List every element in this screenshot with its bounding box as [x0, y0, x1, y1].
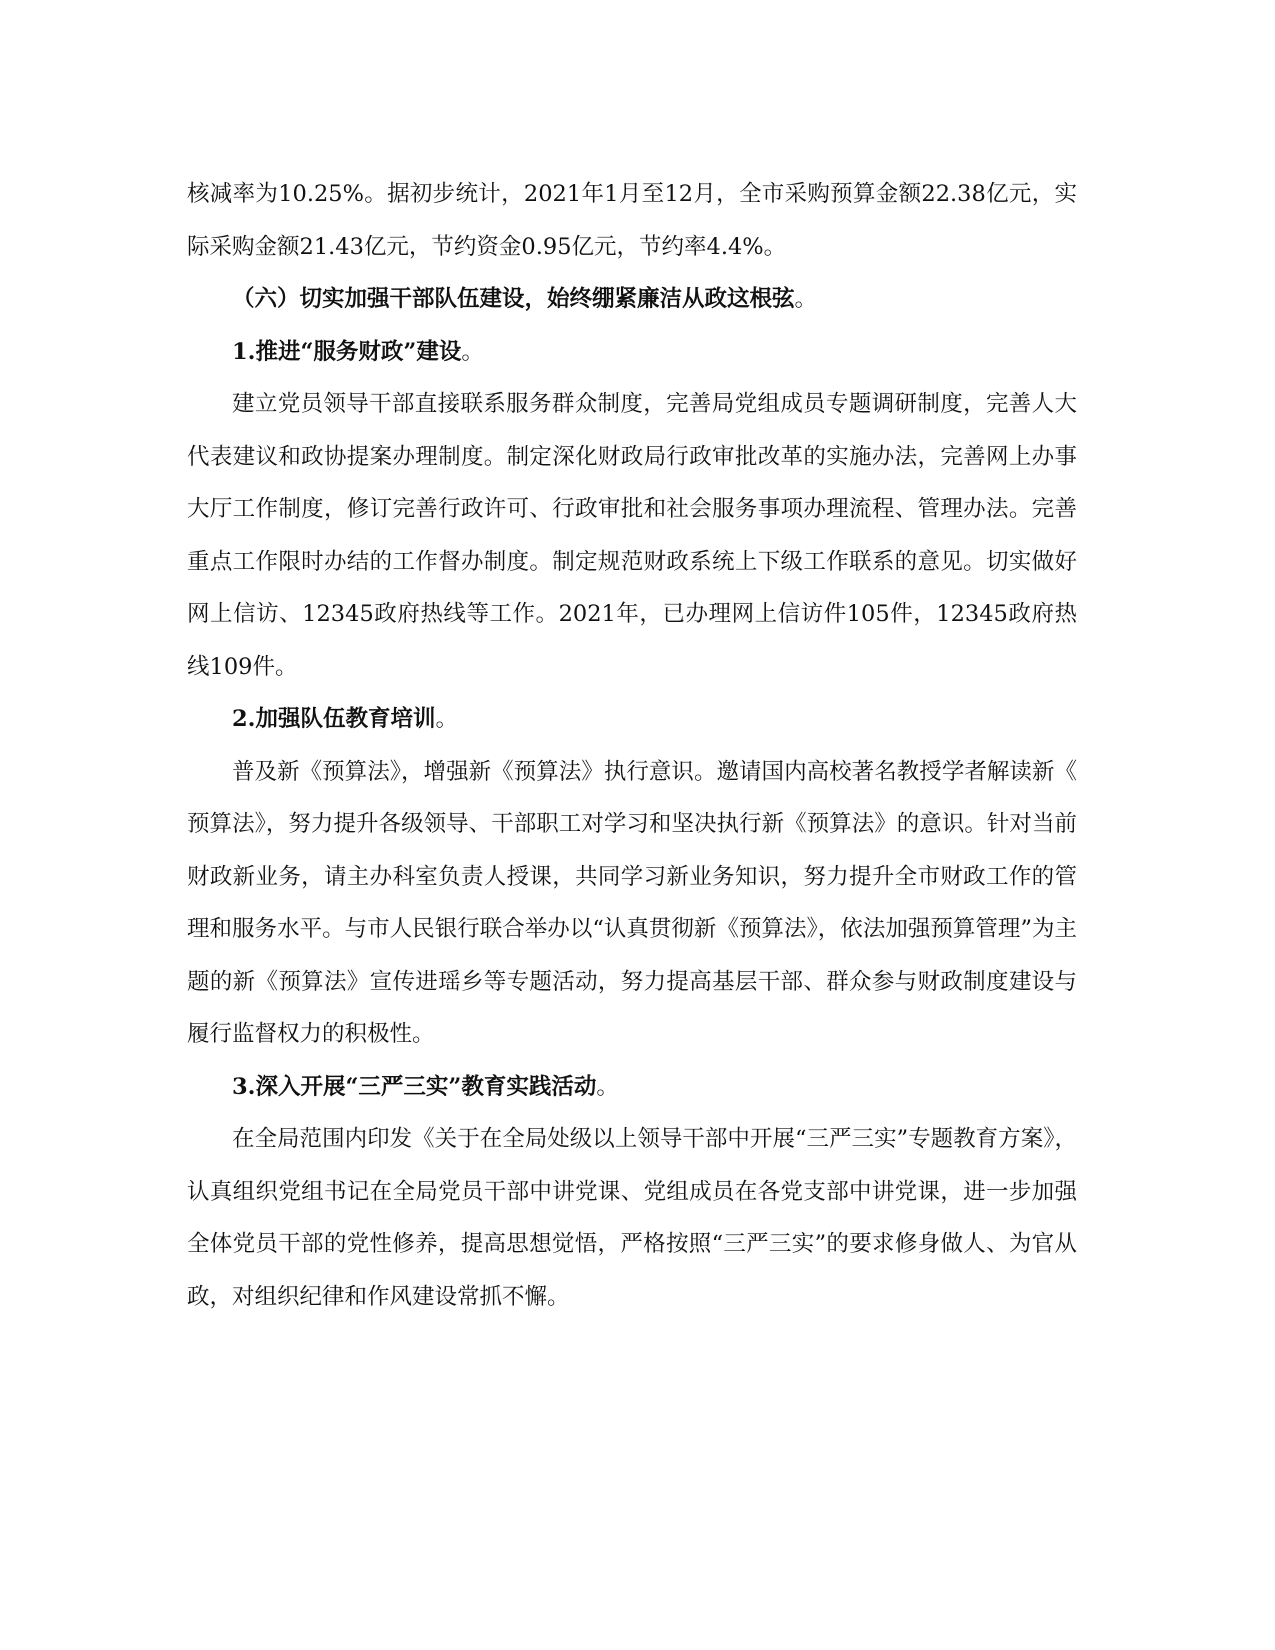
subheading-three-strict-title: 3.深入开展“三严三实”教育实践活动: [232, 1073, 597, 1100]
subheading-team-training-title: 2.加强队伍教育培训: [232, 706, 436, 732]
document-body: [187, 168, 1077, 1323]
section-heading-six-suffix: 。: [794, 286, 818, 312]
subheading-team-training: [187, 693, 1077, 746]
section-heading-six-title: （六）切实加强干部队伍建设，始终绷紧廉洁从政这根弦: [232, 286, 795, 312]
paragraph-procurement-savings: 核减率为10.25%。据初步统计，2021年1月至12月，全市采购预算金额22.38亿元，实际采购金额21.43亿元，节约资金0.95亿元，节约率4.4%。: [187, 181, 1077, 260]
subheading-service-finance: [187, 326, 1077, 379]
section-heading-six: [187, 273, 1077, 326]
subheading-service-finance-title: 1.推进“服务财政”建设: [232, 338, 462, 365]
subheading-three-strict-suffix: 。: [596, 1073, 619, 1100]
paragraph-team-training: 普及新《预算法》，增强新《预算法》执行意识。邀请国内高校著名教授学者解读新《预算法》，努力提升各级领导、干部职工对学习和坚决执行新《预算法》的意识。针对当前财政新业务，请主办科室负责人授课，共同学习新业务知识，努力提升全市财政工作的管理和服务水平。与市人民银行联合举办以“认真贯彻新《预算法》，依法加强预算管理”为主题的新《预算法》宣传进瑶乡等专题活动，努力提高基层干部、群众参与财政制度建设与履行监督权力的积极性。: [187, 758, 1077, 1047]
subheading-team-training-suffix: 。: [435, 706, 459, 732]
subheading-three-strict: [187, 1061, 1077, 1114]
paragraph-three-strict: 在全局范围内印发《关于在全局处级以上领导干部中开展“三严三实”专题教育方案》，认真组织党组书记在全局党员干部中讲党课、党组成员在各党支部中讲党课，进一步加强全体党员干部的党性修养，提高思想觉悟，严格按照“三严三实”的要求修身做人、为官从政，对组织纪律和作风建设常抓不懈。: [187, 1126, 1077, 1310]
paragraph-service-finance: 建立党员领导干部直接联系服务群众制度，完善局党组成员专题调研制度，完善人大代表建议和政协提案办理制度。制定深化财政局行政审批改革的实施办法，完善网上办事大厅工作制度，修订完善行政许可、行政审批和社会服务事项办理流程、管理办法。完善重点工作限时办结的工作督办制度。制定规范财政系统上下级工作联系的意见。切实做好网上信访、12345政府热线等工作。2021年，已办理网上信访件105件，12345政府热线109件。: [187, 391, 1077, 680]
subheading-service-finance-suffix: 。: [461, 338, 484, 365]
